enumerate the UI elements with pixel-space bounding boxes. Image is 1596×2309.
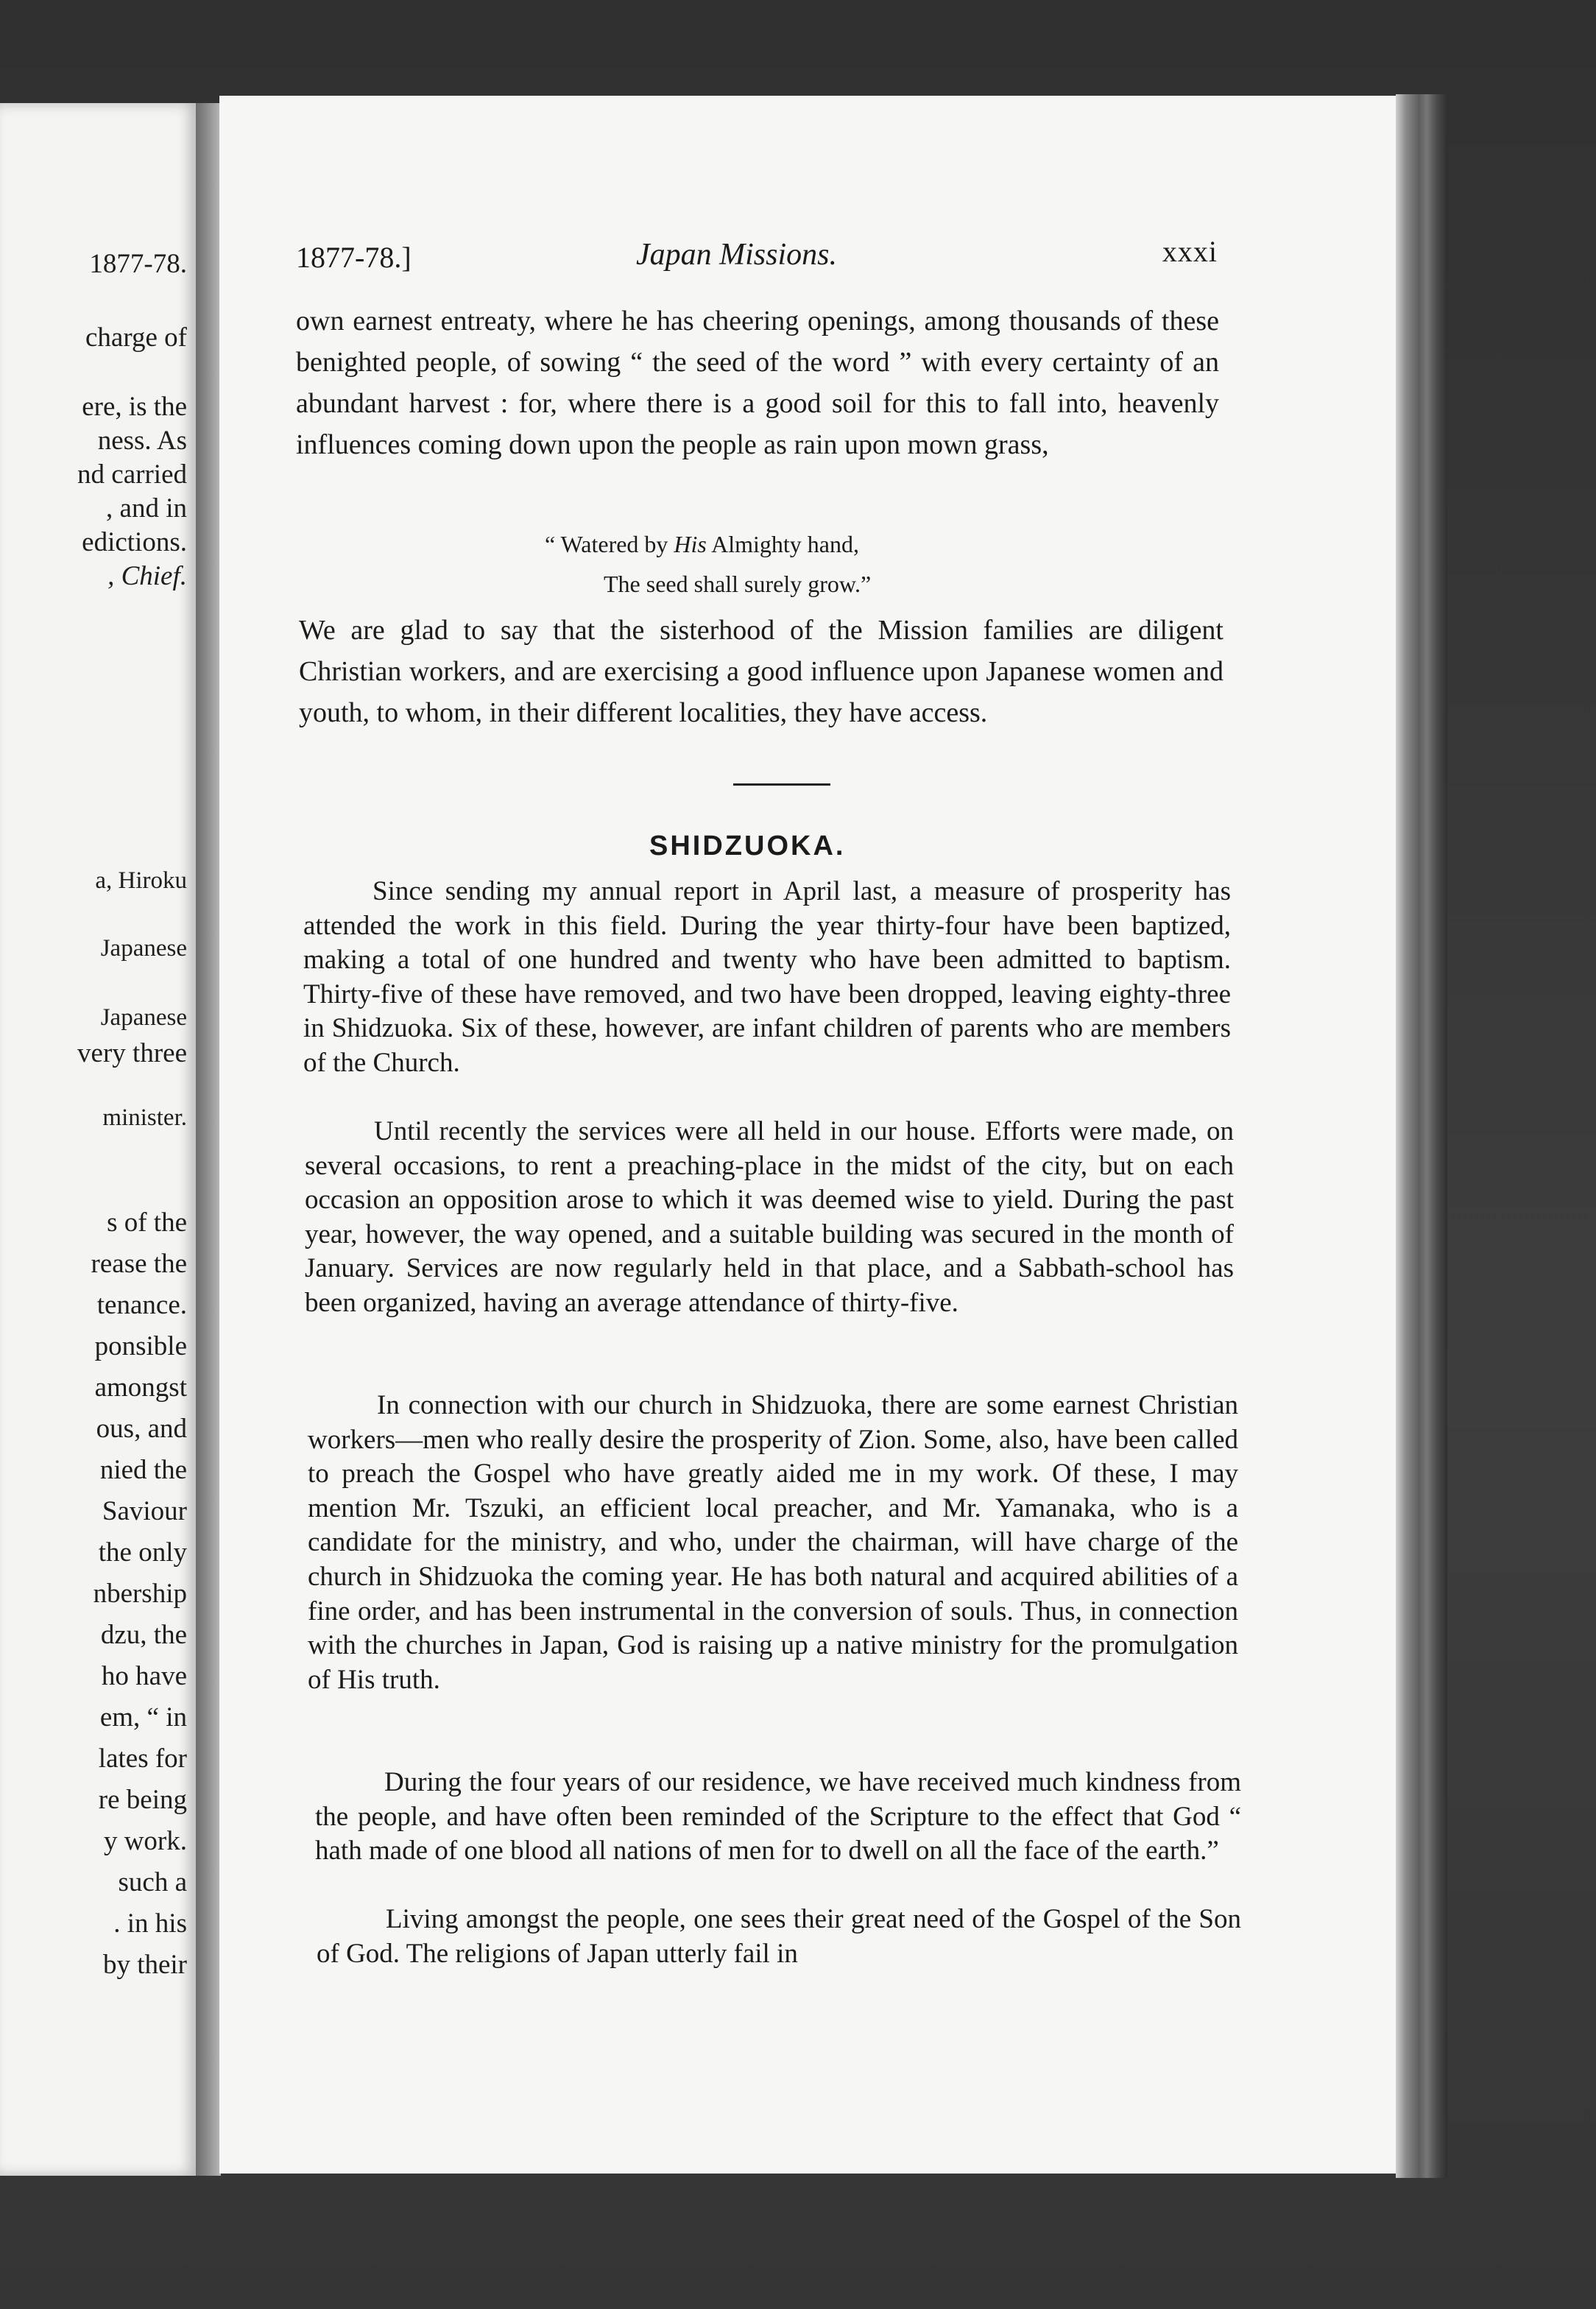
left-page-line: by their <box>102 1950 187 1980</box>
left-page-line: minister. <box>102 1104 187 1131</box>
paragraph-residence: During the four years of our residence, we have received much kindness from the people, and have often been reminded of the Scripture to the effect that God “ hath made of one blood all nations of men for to dwell on all the face of the earth.” <box>315 1767 1241 1866</box>
left-page-line: a, Hiroku <box>95 867 187 894</box>
left-page-line: lates for <box>98 1744 187 1774</box>
running-header <box>296 234 1218 278</box>
intro-paragraph: own earnest entreaty, where he has cheering openings, among thousands of these benighted people, of sowing “ the seed of the word ” with every certainty of an abundant harvest : for, where there is a good soil for this to fall into, heavenly influences coming down upon the people as rain upon mown grass, <box>296 306 1219 460</box>
left-page-line: ho have <box>101 1661 187 1691</box>
left-page-line: Saviour <box>102 1496 187 1526</box>
page-number: xxxi <box>1162 235 1218 268</box>
section-title: SHIDZUOKA. <box>649 831 846 861</box>
left-page-line: ness. As <box>97 426 187 456</box>
left-page-line: dzu, the <box>100 1620 187 1650</box>
left-page-line: ponsible <box>94 1331 187 1361</box>
verse-line-2: The seed shall surely grow.” <box>604 571 872 597</box>
left-page-line: 1877-78. <box>89 249 187 279</box>
left-page-line: ous, and <box>96 1414 187 1444</box>
left-page-line: nd carried <box>77 459 187 490</box>
left-page-line: em, “ in <box>99 1702 187 1732</box>
verse-line-1: “ Watered by His Almighty hand, <box>545 531 859 557</box>
verse-quote <box>545 524 1001 604</box>
left-page-line: edictions. <box>82 527 187 557</box>
paragraph-religions: Living amongst the people, one sees their great need of the Gospel of the Son of God. The religions of Japan utterly fail in <box>317 1904 1241 1969</box>
left-page-line: nbership <box>93 1579 187 1609</box>
left-page-line: such a <box>118 1867 187 1897</box>
paragraph-services: Until recently the services were all held in our house. Efforts were made, on several occasions, to rent a preaching-place in the midst of the city, but on each occasion an opposition arose to which it was deemed wise to yield. During the past year, however, the way opened, and a suitable building was secured in the month of January. Services are now regularly held in that place, and a Sabbath-school has been organized, having an average attendance of thirty-five. <box>305 1116 1234 1318</box>
header-title: Japan Missions. <box>636 238 837 272</box>
book-gutter <box>196 103 221 2176</box>
left-page-line: y work. <box>103 1826 187 1856</box>
left-facing-page <box>0 103 197 2176</box>
page-edges <box>1396 94 1447 2178</box>
header-year: 1877-78.] <box>296 241 412 274</box>
left-page-line: rease the <box>91 1249 187 1279</box>
left-page-line: . in his <box>113 1908 187 1939</box>
left-page-line: , and in <box>106 493 187 524</box>
left-page-line: Japanese <box>100 935 187 962</box>
paragraph-christian-workers: In connection with our church in Shidzuoka, there are some earnest Christian workers—men who really desire the prosperity of Zion. Some, also, have been called to preach the Gospel who have greatly aided me in my work. Of these, I may mention Mr. Tszuki, an efficient local preacher, and Mr. Yamanaka, who is a candidate for the ministry, and who, under the chairman, will have charge of the church in Shidzuoka the coming year. He has both natural and acquired abilities of a fine order, and has been instrumental in the conversion of souls. Thus, in connection with the churches in Japan, God is raising up a native ministry for the promulgation of His truth. <box>308 1390 1238 1695</box>
left-page-line: s of the <box>107 1208 187 1238</box>
left-page-line: re being <box>98 1785 187 1815</box>
left-page-line: , Chief. <box>107 561 187 591</box>
left-page-line: amongst <box>94 1372 187 1403</box>
left-page-line: Japanese <box>100 1004 187 1031</box>
left-page-line: the only <box>98 1537 187 1568</box>
left-page-line: ere, is the <box>82 392 187 422</box>
paragraph-annual-report: Since sending my annual report in April last, a measure of prosperity has attended the work in this field. During the year thirty-four have been baptized, making a total of one hundred and twenty who have been admitted to baptism. Thirty-five of these have removed, and two have been dropped, leaving eighty-three in Shidzuoka. Six of these, however, are infant children of parents who are members of the Church. <box>303 876 1231 1078</box>
left-page-line: tenance. <box>96 1290 187 1320</box>
left-page-line: very three <box>77 1038 187 1068</box>
sisterhood-paragraph: We are glad to say that the sisterhood of the Mission families are diligent Christian workers, and are exercising a good influence upon Japanese women and youth, to whom, in their different localities, they have access. <box>299 615 1224 728</box>
left-page-line: nied the <box>99 1455 187 1485</box>
section-divider <box>733 783 830 786</box>
left-page-line: charge of <box>85 322 187 353</box>
